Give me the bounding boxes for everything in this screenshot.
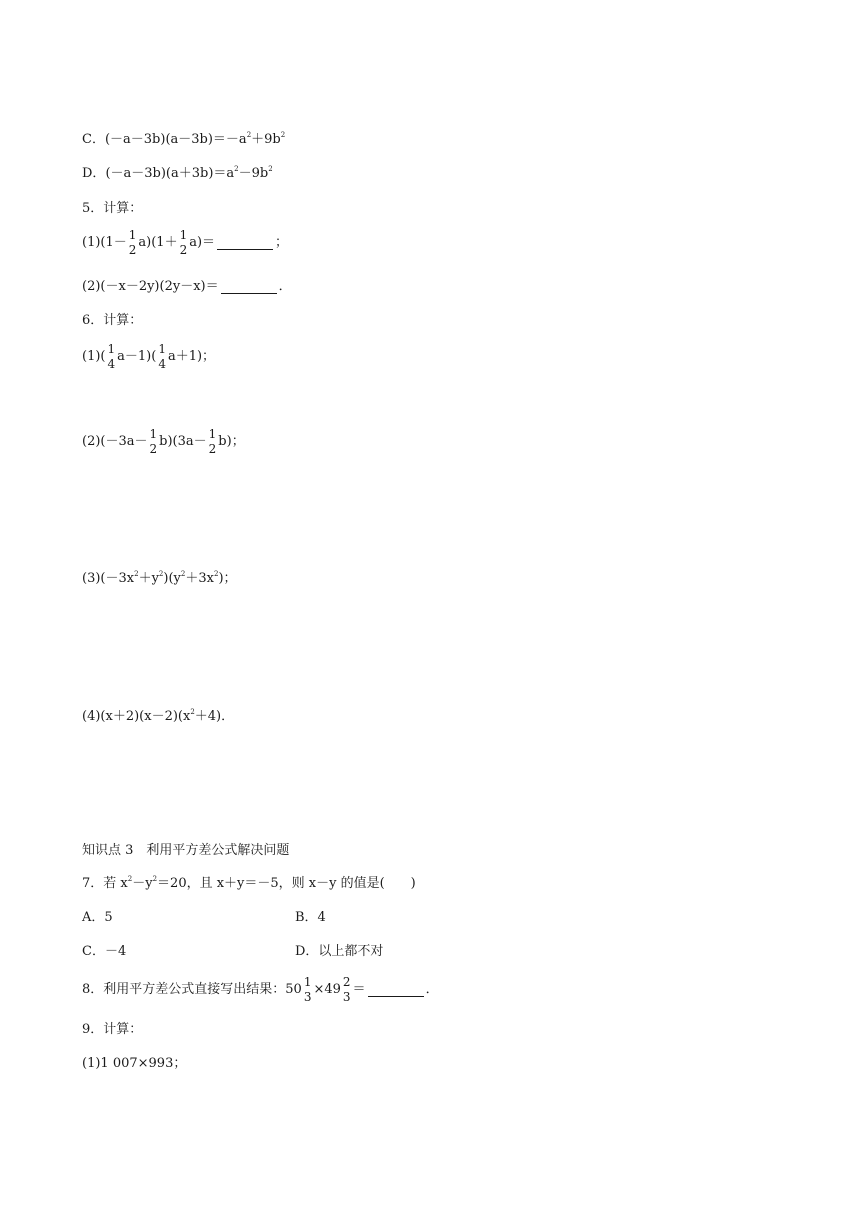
expr-text: )(y xyxy=(163,571,181,586)
superscript: 2 xyxy=(190,708,195,716)
superscript: 2 xyxy=(180,570,186,578)
expr-text: ＝ xyxy=(352,982,366,997)
fraction-numerator: 1 xyxy=(158,342,166,356)
fraction-denominator: 2 xyxy=(179,243,188,257)
superscript: 2 xyxy=(127,875,133,883)
expr-text: ＝20，且 x＋y＝－5，则 x－y 的值是( ) xyxy=(157,876,416,891)
expr-text: ＋y xyxy=(138,571,159,586)
fraction-numerator: 1 xyxy=(179,228,188,242)
fraction-numerator: 1 xyxy=(128,228,137,242)
superscript: 2 xyxy=(158,570,164,578)
fraction-denominator: 4 xyxy=(158,357,166,371)
fraction xyxy=(107,342,117,372)
question-5-part-2 xyxy=(82,279,292,295)
question-6-part-4 xyxy=(82,709,234,725)
expr-text: (2)(－x－2y)(2y－x)＝ xyxy=(82,279,219,294)
expr-text: ． xyxy=(278,279,292,294)
expr-text: a－1)( xyxy=(117,349,157,364)
option-d-text-2: －9b xyxy=(238,166,269,181)
fraction-denominator: 4 xyxy=(107,357,116,371)
section-3-heading: 知识点 3 利用平方差公式解决问题 xyxy=(82,843,290,858)
superscript: 2 xyxy=(152,875,158,883)
option-d-label: D． xyxy=(82,166,106,181)
answer-blank[interactable] xyxy=(368,984,424,997)
expr-text: ×49 xyxy=(313,982,341,997)
question-6-part-3 xyxy=(82,571,237,587)
option-c-label: C． xyxy=(82,132,105,147)
option-b[interactable]: B．4 xyxy=(295,910,326,925)
expr-text: (3)(－3x xyxy=(82,571,135,586)
fraction-denominator: 3 xyxy=(303,990,312,1004)
option-c-text: (－a－3b)(a－3b)＝－a xyxy=(104,132,247,147)
question-6-part-2 xyxy=(82,427,245,457)
expr-text: b)(3a－ xyxy=(159,434,207,449)
fraction-numerator: 1 xyxy=(303,975,312,989)
option-c-q7[interactable]: C．－4 xyxy=(82,944,127,959)
superscript: 2 xyxy=(268,165,273,173)
expr-text: ＋3x xyxy=(185,571,214,586)
expr-text: ＋4)． xyxy=(194,709,235,724)
option-d-text: (－a－3b)(a＋3b)＝a xyxy=(105,166,235,181)
fraction-denominator: 3 xyxy=(342,990,351,1004)
question-6-part-1 xyxy=(82,342,215,372)
option-d xyxy=(82,166,273,182)
question-5-part-1 xyxy=(82,228,288,258)
fraction-numerator: 1 xyxy=(149,427,158,441)
superscript: 2 xyxy=(134,570,139,578)
option-d-q7[interactable]: D．以上都不对 xyxy=(295,944,384,959)
fraction-denominator: 2 xyxy=(208,442,217,456)
expr-text: －y xyxy=(132,876,153,891)
superscript: 2 xyxy=(234,165,239,173)
fraction xyxy=(157,342,167,372)
option-a[interactable]: A．5 xyxy=(82,910,113,925)
fraction-denominator: 2 xyxy=(128,243,137,257)
fraction xyxy=(303,975,313,1005)
answer-blank[interactable] xyxy=(217,237,273,250)
expr-text: (4)(x＋2)(x－2)(x xyxy=(82,709,191,724)
question-9-part-1: (1)1 007×993； xyxy=(82,1056,187,1071)
superscript: 2 xyxy=(213,570,219,578)
question-6-title: 6．计算： xyxy=(82,313,143,328)
question-9-title: 9．计算： xyxy=(82,1022,143,1037)
expr-text: b)； xyxy=(218,434,245,449)
expr-text: (1)(1－ xyxy=(82,235,127,250)
expr-text: ； xyxy=(275,235,289,250)
fraction-numerator: 1 xyxy=(208,427,217,441)
expr-text: (1)( xyxy=(82,349,106,364)
question-7-stem xyxy=(82,876,416,892)
fraction-denominator: 2 xyxy=(149,442,158,456)
fraction xyxy=(208,427,218,457)
superscript: 2 xyxy=(246,131,252,139)
question-8 xyxy=(82,975,439,1005)
answer-blank[interactable] xyxy=(221,281,277,294)
expr-text: a)＝ xyxy=(189,235,216,250)
fraction-numerator: 2 xyxy=(342,975,351,989)
option-c-text-2: ＋9b xyxy=(251,132,281,147)
expr-text: a)(1＋ xyxy=(138,235,178,250)
expr-text: )； xyxy=(218,571,237,586)
question-5-title: 5．计算： xyxy=(82,201,143,216)
fraction xyxy=(128,228,138,258)
option-c xyxy=(82,132,285,148)
expr-text: 7．若 x xyxy=(82,876,128,891)
fraction xyxy=(149,427,159,457)
expr-text: a＋1)； xyxy=(167,349,216,364)
fraction-numerator: 1 xyxy=(107,342,116,356)
expr-text: ． xyxy=(425,982,439,997)
fraction xyxy=(179,228,189,258)
expr-text: (2)(－3a－ xyxy=(82,434,148,449)
expr-text: 8．利用平方差公式直接写出结果：50 xyxy=(82,982,302,997)
superscript: 2 xyxy=(280,131,286,139)
fraction xyxy=(342,975,352,1005)
